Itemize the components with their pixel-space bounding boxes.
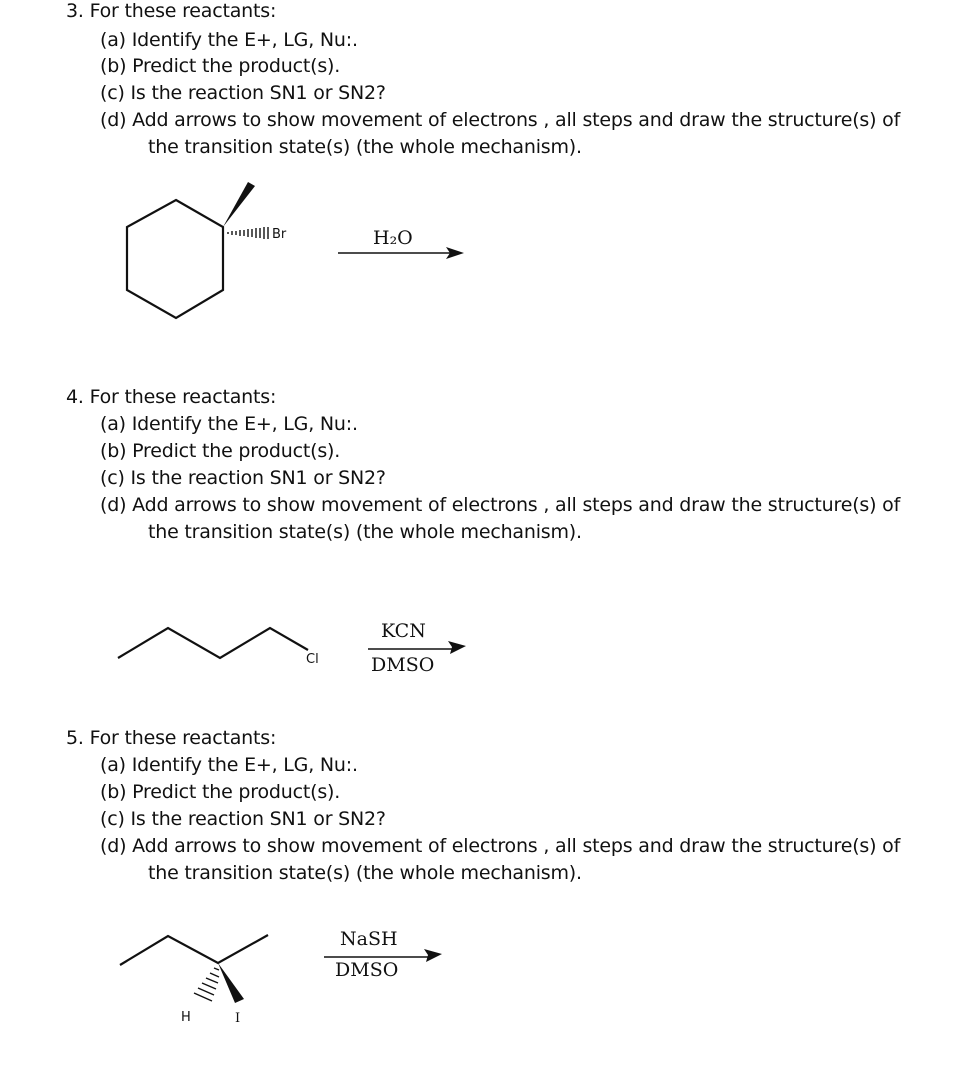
problem-5-part-a: (a) Identify the E+, LG, Nu:. [100,754,358,776]
problem-4-part-b: (b) Predict the product(s). [100,440,341,462]
problem-5-heading: 5. For these reactants: [66,727,277,749]
reagent-kcn: KCN [381,620,426,642]
hashed-bond [194,968,219,1001]
arrow-head [424,949,442,962]
problem-4-heading: 4. For these reactants: [66,386,277,408]
carbon-skeleton [120,935,268,965]
hydrogen-label: H [181,1010,191,1025]
iodine-label: I [235,1011,241,1026]
problem-5-part-c: (c) Is the reaction SN1 or SN2? [100,808,386,830]
leaving-group-label: Br [272,227,287,242]
problem-5-part-d-continued: the transition state(s) (the whole mechanism). [148,862,582,884]
solvent-dmso: DMSO [335,959,399,981]
problem-5-part-d: (d) Add arrows to show movement of electrons , all steps and draw the structure(s) of [100,835,901,857]
reagent-water: H₂O [373,227,413,249]
problem-4-part-d-continued: the transition state(s) (the whole mechanism). [148,521,582,543]
solvent-dmso: DMSO [371,654,435,676]
problem-4-part-a: (a) Identify the E+, LG, Nu:. [100,413,358,435]
problem-3-heading: 3. For these reactants: [66,0,277,22]
problem-4-part-d: (d) Add arrows to show movement of electrons , all steps and draw the structure(s) of [100,494,901,516]
problem-3-part-a: (a) Identify the E+, LG, Nu:. [100,29,358,51]
problem-3-part-c: (c) Is the reaction SN1 or SN2? [100,82,386,104]
problem-3-part-d: (d) Add arrows to show movement of electrons , all steps and draw the structure(s) of [100,109,901,131]
problem-3-part-b: (b) Predict the product(s). [100,55,341,77]
reagent-nash: NaSH [340,928,398,950]
problem-5-part-b: (b) Predict the product(s). [100,781,341,803]
problem-3-part-d-continued: the transition state(s) (the whole mechanism). [148,136,582,158]
leaving-group-label: Cl [306,652,319,667]
problem-4-part-c: (c) Is the reaction SN1 or SN2? [100,467,386,489]
wedge-bond [218,963,244,1003]
